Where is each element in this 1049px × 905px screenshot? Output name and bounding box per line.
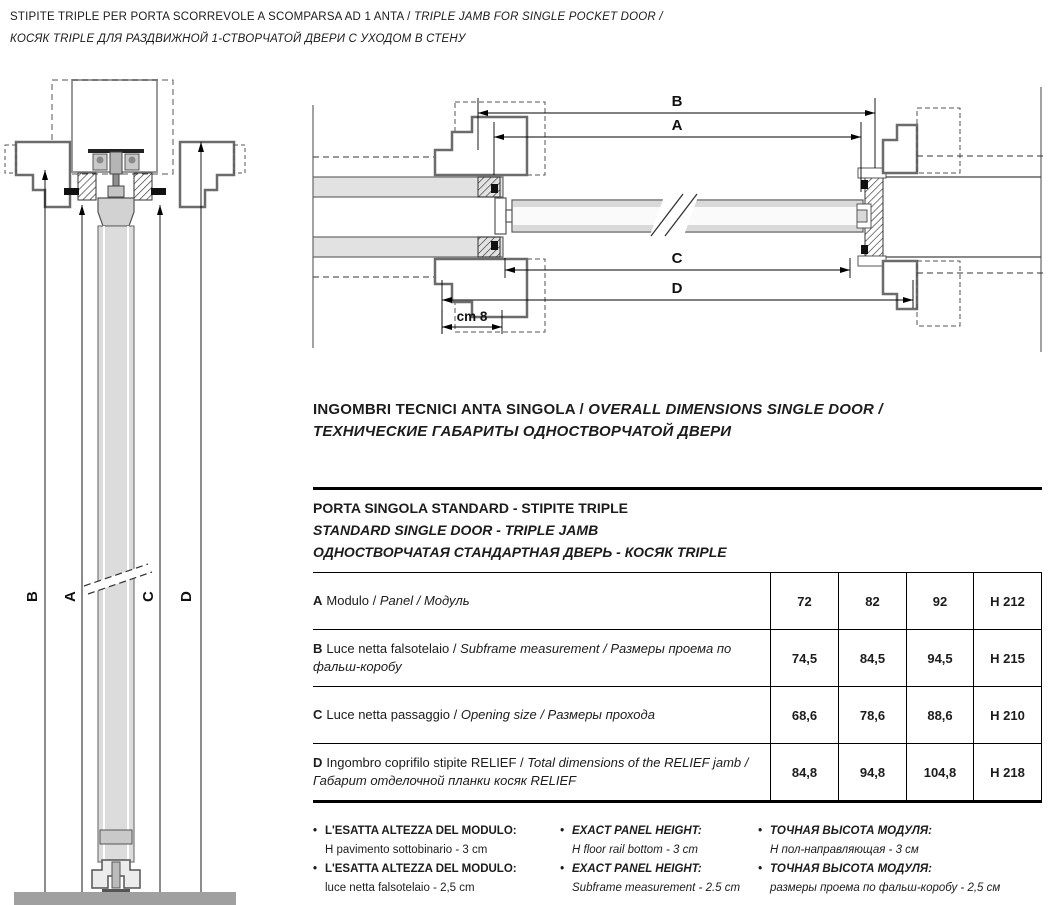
right-trim-bottom-dashed <box>917 261 960 326</box>
dim-label-d: D <box>178 591 195 602</box>
section-heading-line2: ТЕХНИЧЕСКИЕ ГАБАРИТЫ ОДНОСТВОРЧАТОЙ ДВЕРИ <box>313 423 732 440</box>
dim-label-c: C <box>671 250 683 267</box>
row-value: 88,6 <box>906 687 973 743</box>
note-item: • L'ESATTA ALTEZZA DEL MODULO: luce netta falsotelaio - 2,5 cm <box>313 860 553 898</box>
right-trim-dashed <box>234 145 245 173</box>
left-trim-dashed <box>5 145 16 173</box>
note-item: • EXACT PANEL HEIGHT: H floor rail bottom - 3 cm <box>560 822 755 860</box>
table-title-en: STANDARD SINGLE DOOR - TRIPLE JAMB <box>313 522 599 538</box>
table-row-b <box>313 630 1042 687</box>
row-value-height: H 210 <box>973 687 1042 743</box>
dim-label-b: B <box>671 93 683 110</box>
door-top-profile <box>98 198 134 226</box>
bullet-icon: • <box>313 825 318 837</box>
dim-label-a: A <box>62 591 79 602</box>
row-value: 84,8 <box>770 744 838 800</box>
door-panel <box>98 226 134 862</box>
right-trim-top <box>883 125 917 173</box>
row-value: 94,5 <box>906 630 973 686</box>
table-row-a <box>313 573 1042 630</box>
notes-italian <box>313 822 553 898</box>
row-value: 104,8 <box>906 744 973 800</box>
row-value-height: H 212 <box>973 573 1042 629</box>
row-value: 82 <box>838 573 906 629</box>
right-trim-top-dashed <box>917 108 960 173</box>
row-value: 92 <box>906 573 973 629</box>
dim-label-a: A <box>671 117 683 134</box>
table-row-d <box>313 744 1042 800</box>
right-trim-bottom <box>883 261 917 309</box>
seal-top <box>491 184 498 193</box>
row-value: 78,6 <box>838 687 906 743</box>
jamb-block-left <box>78 173 96 200</box>
row-description: C Luce netta passaggio / Opening size / Размеры прохода <box>313 707 655 722</box>
notes-english <box>560 822 755 898</box>
note-item: • L'ESATTA ALTEZZA DEL MODULO: H pavimento sottobinario - 3 cm <box>313 822 553 860</box>
dim-label-pocket-depth: cm 8 <box>456 309 488 324</box>
row-description: B Luce netta falsotelaio / Subframe measurement / Размеры проема по фальш-коробу <box>313 641 732 674</box>
row-value-height: H 215 <box>973 630 1042 686</box>
floor <box>14 892 236 905</box>
row-value: 68,6 <box>770 687 838 743</box>
dim-label-d: D <box>671 280 683 297</box>
horizontal-section-drawing <box>305 80 1049 360</box>
section-heading <box>313 399 883 443</box>
row-description: A Modulo / Panel / Модуль <box>313 593 470 608</box>
bullet-icon: • <box>560 863 565 875</box>
right-trim-profile <box>180 142 234 207</box>
bullet-icon: • <box>313 863 318 875</box>
row-value: 72 <box>770 573 838 629</box>
notes-russian <box>758 822 1048 898</box>
dimension-c <box>505 250 850 278</box>
table-title-it: PORTA SINGOLA STANDARD - STIPITE TRIPLE <box>313 500 628 516</box>
fixing-clip-right <box>151 188 166 195</box>
row-description: D Ingombro coprifilo stipite RELIEF / Total dimensions of the RELIEF jamb / Габарит отделочной планки косяк RELIEF <box>313 755 749 788</box>
spec-table <box>313 487 1042 803</box>
note-item: • ТОЧНАЯ ВЫСОТА МОДУЛЯ: Н пол-направляющая - 3 см <box>758 822 1048 860</box>
jamb-block-right <box>134 173 152 200</box>
dim-label-b: B <box>24 591 41 602</box>
page-title <box>10 6 663 50</box>
pocket-wall-top <box>313 177 503 197</box>
row-value: 94,8 <box>838 744 906 800</box>
row-value: 74,5 <box>770 630 838 686</box>
note-item: • ТОЧНАЯ ВЫСОТА МОДУЛЯ: размеры проема по фальш-коробу - 2,5 см <box>758 860 1048 898</box>
row-value-height: H 218 <box>973 744 1042 800</box>
vertical-section-drawing <box>0 70 250 905</box>
table-row-c <box>313 687 1042 744</box>
pocket-wall-bottom <box>313 237 503 257</box>
dim-label-c: C <box>140 591 157 602</box>
left-trim-profile <box>16 142 70 207</box>
left-trim-top <box>435 117 527 175</box>
fixing-clip-left <box>64 188 79 195</box>
bullet-icon: • <box>758 825 763 837</box>
section-heading-line1: INGOMBRI TECNICI ANTA SINGOLA / OVERALL DIMENSIONS SINGLE DOOR / <box>313 401 883 418</box>
bullet-icon: • <box>758 863 763 875</box>
page-title-line1: STIPITE TRIPLE PER PORTA SCORREVOLE A SCOMPARSA AD 1 ANTA / TRIPLE JAMB FOR SINGLE POCKET DOOR / <box>10 11 663 23</box>
table-title-ru: ОДНОСТВОРЧАТАЯ СТАНДАРТНАЯ ДВЕРЬ - КОСЯК TRIPLE <box>313 544 727 560</box>
dimension-a <box>494 117 861 192</box>
bullet-icon: • <box>560 825 565 837</box>
note-item: • EXACT PANEL HEIGHT: Subframe measurement - 2.5 cm <box>560 860 755 898</box>
table-title <box>313 490 1042 573</box>
seal-bottom <box>491 241 498 250</box>
page-title-line2: КОСЯК TRIPLE ДЛЯ РАЗДВИЖНОЙ 1-СТВОРЧАТОЙ ДВЕРИ С УХОДОМ В СТЕНУ <box>10 33 466 45</box>
row-value: 84,5 <box>838 630 906 686</box>
